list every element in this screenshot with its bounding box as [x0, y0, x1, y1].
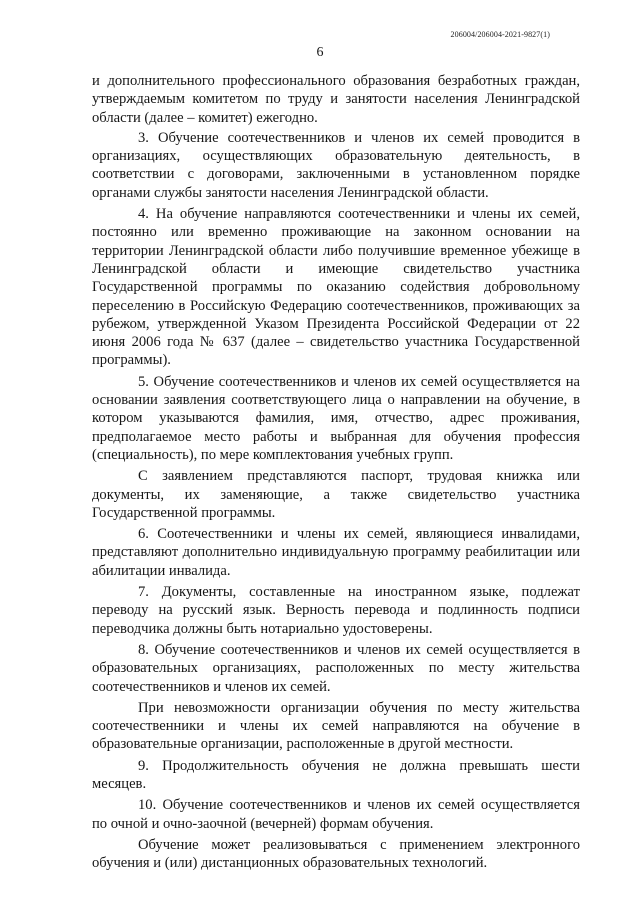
paragraph-application-documents: С заявлением представляются паспорт, трудовая книжка или документы, их заменяющие, а также свидетельство участника Государственной программы.: [92, 468, 580, 521]
document-body: [92, 72, 580, 874]
paragraph-item-4: 4. На обучение направляются соотечественники и члены их семей, постоянно или временно проживающие на законном основании на территории Ленинградской области либо получившие временное убежище в Ленинградской области и имеющие свидетельство участника Государственной программы по оказанию содействия добровольному переселению в Российскую Федерацию соотечественников, проживающих за рубежом, утвержденной Указом Президента Российской Федерации от 22 июня 2006 года № 637 (далее – свидетельство участника Государственной программы).: [92, 206, 580, 369]
document-id: 206004/206004-2021-9827(1): [450, 30, 550, 39]
paragraph-item-7: 7. Документы, составленные на иностранном языке, подлежат переводу на русский язык. Верность перевода и подлинность подписи переводчика должны быть нотариально удостоверены.: [92, 584, 580, 637]
paragraph-item-10: 10. Обучение соотечественников и членов их семей осуществляется по очной и очно-заочной (вечерней) формам обучения.: [92, 797, 580, 832]
page-number: 6: [316, 45, 324, 60]
paragraph-item-8: 8. Обучение соотечественников и членов их семей осуществляется в образовательных организациях, расположенных по месту жительства соотечественников и членов их семей.: [92, 641, 580, 695]
paragraph-distance-learning: Обучение может реализовываться с применением электронного обучения и (или) дистанционных образовательных технологий.: [92, 836, 580, 872]
paragraph-item-3: 3. Обучение соотечественников и членов их семей проводится в организациях, осуществляющих образовательную деятельность, в соответствии с договорами, заключенными в установленном порядке органами службы занятости населения Ленинградской области.: [92, 129, 580, 201]
paragraph-other-location: При невозможности организации обучения по месту жительства соотечественники и члены их семей направляются на обучение в образовательные организации, расположенные в другой местности.: [92, 699, 580, 753]
paragraph-item-9: 9. Продолжительность обучения не должна превышать шести месяцев.: [92, 757, 580, 792]
paragraph-item-6: 6. Соотечественники и члены их семей, являющиеся инвалидами, представляют дополнительно индивидуальную программу реабилитации или абилитации инвалида.: [92, 526, 580, 579]
paragraph-item-5: 5. Обучение соотечественников и членов их семей осуществляется на основании заявления соответствующего лица о направлении на обучение, в котором указываются фамилия, имя, отчество, адрес проживания, предполагаемое место работы и выбранная для обучения профессия (специальность), по мере комплектования учебных групп.: [92, 373, 580, 463]
paragraph-continuation: и дополнительного профессионального образования безработных граждан, утверждаемым комитетом по труду и занятости населения Ленинградской области (далее – комитет) ежегодно.: [92, 73, 580, 126]
